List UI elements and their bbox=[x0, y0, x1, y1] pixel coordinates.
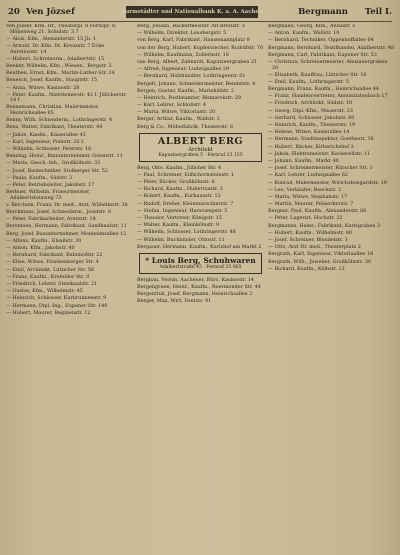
directory-entry: — Bernhard, Holzhändler, Lothringerstr. 61 bbox=[137, 73, 246, 80]
directory-entry: Bergrath, Karl, Ingenieur, Viktoriaallee 18 bbox=[268, 251, 374, 258]
directory-entry: — Anton, Kfm., Jakobstr. 40 bbox=[6, 245, 75, 252]
directory-entry: — Leo, Verkäufer, Beeckstr. 2 bbox=[268, 186, 342, 193]
directory-entry: Berbuer, Wilhelm, Friseurmeister, Adalbertsteinweg 73 bbox=[6, 189, 91, 201]
directory-entry: Bennemann, Christian, Malermeister, Heinrichsallee 65 bbox=[6, 104, 100, 117]
directory-entry: — Peter, Lagerist, Hochstr. 22 bbox=[268, 215, 343, 222]
directory-entry: — Rudolf, Dreher, Kleinmarschierstr. 7 bbox=[137, 200, 234, 207]
page-header bbox=[8, 4, 392, 20]
directory-entry: Bergengruen, Heinr., Kaufm., Roermonder Str. 44 bbox=[137, 283, 261, 290]
directory-entry: — Peter, Betriebsleiter, Jakobstr. 17 bbox=[6, 181, 95, 188]
directory-entry: Bergner, Paul, Kaufm., Alexanderstr. 66 bbox=[268, 208, 367, 215]
directory-entry: Bergbau, Verein, Aachener, Büro, Kasinostr. 14 bbox=[137, 276, 254, 283]
ad-line: Adalbertstraße 45 · Fernruf 25 065 bbox=[159, 265, 242, 271]
directory-entry: Benz, Walter, Fabrikant, Theaterstr. 44 bbox=[6, 124, 103, 131]
directory-entry: Berg & Co., Möbelfabrik, Theaterstr. 8 bbox=[137, 123, 233, 130]
directory-entry: van Berg, Albert, Zahnarzt, Kapuzinergraben 21 bbox=[137, 58, 258, 65]
directory-entry: Berckmans, Josef, Schneiderm., Josefstr. 8 bbox=[6, 209, 112, 216]
directory-entry: Berg, Josef, Bauunternehmer, Monheimsallee 12 bbox=[6, 230, 127, 237]
directory-entry: — Paula, Kaufm., Südstr. 3 bbox=[6, 174, 73, 181]
directory-entry: — Anna, Witwe, Kasinostr. 28 bbox=[6, 84, 80, 91]
directory-entry: — Bernhard, Fabrikant, Bahnhofstr. 22 bbox=[6, 252, 103, 259]
directory-entry: Berger, Arthur, Kaufm., Wallstr. 3 bbox=[137, 116, 220, 123]
directory-entry: — Richard, Kaufm., Hubertusstr. 3 bbox=[137, 186, 223, 193]
directory-entry: — Josef, Schreiner, Blondelstr. 1 bbox=[268, 237, 348, 244]
directory-entry: — Alois, Kfm., Alexanderstr. 15 Jb. 1 bbox=[6, 35, 97, 42]
ad-subtitle: Architekt bbox=[188, 147, 213, 154]
directory-entry: — Hubert, Kaufm., Wilhelmstr. 80 bbox=[268, 229, 353, 236]
directory-entry: — Heinrich, Schlosser, Kurbrunnenstr. 9 bbox=[6, 295, 107, 302]
directory-entry: — Hubert, Maurer, Beginenstr. 12 bbox=[6, 309, 91, 316]
directory-entry: — Josef, Schreinermeister, Rütscher Str. 1 bbox=[268, 165, 373, 172]
directory-entry: — Walter, Kaufm., Kleinkölnstr. 9 bbox=[137, 222, 220, 229]
directory-entry: v. Berchem, Franz, Dr. med., Arzt, Wilhelmstr. 38 bbox=[6, 201, 128, 208]
header-rule bbox=[8, 21, 392, 22]
directory-entry: — Peter, Bäcker, Großkölnstr. 6 bbox=[137, 179, 215, 185]
left-running-head: Ven Jözsef bbox=[26, 7, 75, 17]
directory-entry: — Johann, Kaufm., Markt 40 bbox=[268, 157, 339, 164]
directory-entry: — Wilhelm, Schlosser, Lothringerstr. 48 bbox=[137, 229, 236, 236]
directory-entry: Benny, Wilh. Schneiderm., Lothringerstr. 4 bbox=[6, 117, 113, 124]
directory-entry: Bergen, Gustav, Kaufm., Mariahilfstr. 2 bbox=[137, 87, 235, 94]
directory-entry: Berger, Max, Wirt, Pontstr. 91 bbox=[137, 298, 212, 305]
directory-entry: — Anton, Kaufm., Wallstr. 10 bbox=[268, 30, 340, 37]
directory-entry: — Gustav, Kfm., Wilhelmstr. 45 bbox=[6, 288, 83, 295]
directory-entry: — Arnold, Dr. Kfm. Dt. Kreuzstr. 7 Ecke Aureliusstr. 14 bbox=[6, 42, 105, 55]
directory-entry: Bergauer, Hermann, Kaufm., Karlshof am Markt 2 bbox=[137, 243, 262, 250]
directory-columns bbox=[6, 24, 396, 550]
directory-entry: — Franz, Handelsvertreter, Annuntiatenbach 17 bbox=[268, 93, 388, 100]
directory-entry: — Hubert, Schreinerm., Adalbertstr. 15 bbox=[6, 55, 105, 62]
directory-entry: Bergelt, Johann, Schneidermeister, Bendelstr. 4 bbox=[137, 80, 256, 87]
directory-entry: — Karl, Ingenieur, Pontstr. 26 I. bbox=[6, 138, 85, 145]
directory-entry: Berg, Johann, Bäckermeister, Alt-Breitstr. 3 bbox=[137, 24, 245, 29]
directory-entry: von der Berg, Hubert, Kupferstecher, Rudolfstr. 70 bbox=[137, 44, 264, 51]
directory-column-2 bbox=[137, 24, 264, 550]
page-number: 20 bbox=[8, 7, 20, 17]
directory-entry: — Karl, Lehrer, Schloßstr. 4 bbox=[137, 102, 206, 109]
right-running-head: Bergmann bbox=[298, 7, 348, 17]
directory-entry: — Elise, Witwe, Frankenberger Str. 4 bbox=[6, 259, 99, 266]
ad-title: ALBERT BERG bbox=[157, 136, 244, 148]
directory-entry: Bergmann, Franz, Kaufm., Heinrichsallee 44 bbox=[268, 86, 380, 93]
directory-entry: — Theodor, Vertreter, Königstr. 15 bbox=[137, 214, 222, 221]
directory-entry: Bergenthal, Josef, Bergmann, Heinrichsallee 2 bbox=[137, 291, 253, 298]
directory-entry: — Maria, Witwe, Stephanstr. 17 bbox=[268, 193, 348, 200]
directory-entry: — Konrad, Malermeister, Wirichsbongardstr. 19 bbox=[268, 179, 387, 186]
directory-entry: Bergmann, Bernhard, Textilhandel, Adalbertstr. 48 bbox=[268, 44, 395, 51]
directory-entry: — Maria, Witwe, Viktoriastr. 20 bbox=[137, 109, 216, 116]
page-ref: Teil I. bbox=[364, 7, 392, 17]
bank-banner: Darmstädter und Nationalbank K. a. A. Aachen bbox=[126, 6, 258, 18]
directory-entry: — Wilhelm, Schlosser, Peterstr. 16 bbox=[6, 146, 92, 152]
directory-entry: — Hubert, Bäcker, Kirberichshof 3 bbox=[268, 143, 354, 150]
directory-entry: — Heinrich, Postbeamter, Bismarckstr. 29 bbox=[137, 94, 241, 101]
directory-entry: — Otto, Arzt Dr. med., Theaterplatz 2 bbox=[268, 244, 361, 251]
directory-entry: Bergrath, Wilh., Juwelier, Großkölnstr. 30 bbox=[268, 258, 372, 265]
advertisement-louis-berg bbox=[139, 253, 262, 273]
directory-entry: — Wilhelm, Direktor, Lousbergstr. 5 bbox=[137, 30, 227, 37]
directory-entry: — Gerhard, Schlosser, Jakobstr. 60 bbox=[268, 114, 355, 121]
directory-entry: — Stefan, Ingenieur, Harscampstr. 5 bbox=[137, 207, 228, 214]
directory-entry: — Hermann, Dipl.-Ing., Eupener Str. 140 bbox=[6, 302, 108, 309]
directory-entry: — Jakob, Kaufm., Kaiserallee 43 bbox=[6, 131, 86, 138]
directory-entry: — Helene, Witwe, Kaiserallee 14 bbox=[268, 129, 350, 136]
directory-entry: Bergmann, Georg, Kfm., Annastr. 5 bbox=[268, 24, 356, 29]
directory-entry: — Elisabeth, Kauffrau, Lütticher Str. 18 bbox=[268, 71, 367, 78]
directory-entry: — Georg, Dipl.-Kfm., Mauerstr. 23 bbox=[268, 107, 353, 114]
directory-entry: Benesch, Josef, Kaufm., Hauptstr. 15 bbox=[6, 77, 97, 84]
directory-entry: — Paul, Schreiner, Eilfschornsteinstr. 1 bbox=[137, 171, 235, 178]
directory-entry: — Robert, Kaufm., Kurhausstr. 12 bbox=[137, 193, 221, 200]
directory-entry: Bergmann, Carl, Fabrikant, Eupener Str. 53 bbox=[268, 51, 377, 58]
directory-entry: — Wilhelm, Kaufmann, Zollernstr. 18 bbox=[137, 51, 229, 58]
directory-entry: — Josef, Bautechniker, Stolberger Str. 52 bbox=[6, 167, 108, 174]
directory-entry: — Christian, Schreinermeister, Alexianergraben 20 bbox=[268, 58, 388, 71]
directory-entry: Ven Jözsef, Kfm. Dr., Theaterpl. 8 Fernspr. 8, Höhenweg 21. Schulstr. 3 7 bbox=[6, 24, 117, 35]
directory-entry: von Berg, Karl, Fabrikant, Hansemannplatz 9 bbox=[137, 37, 250, 44]
directory-entry: Beuthen, Ernst, Kfm., Martin-Luther-Str. 14 bbox=[6, 70, 115, 77]
directory-entry: — Emil, Architekt, Lütticher Str. 56 bbox=[6, 266, 95, 273]
directory-entry: — Friedrich, Lehrer, Steinkaulstr. 21 bbox=[6, 280, 98, 287]
directory-entry: — Franz, Kaufm., Krefelder Str. 8 bbox=[6, 273, 90, 280]
ad-title: * Louis Berg, Schuhwaren bbox=[145, 256, 256, 266]
directory-entry: — Alfons, Kaufm., Elsaßstr. 30 bbox=[6, 237, 82, 244]
directory-entry: Berentsen, Hermann, Fabrikant, Sandkaulstr. 11 bbox=[6, 223, 127, 230]
directory-entry: — Wilhelm, Buchbinder, Ottostr. 11 bbox=[137, 236, 225, 243]
directory-entry: — Richard, Kaufm., Kölnstr. 12 bbox=[268, 265, 345, 272]
directory-entry: — Heinrich, Kaufm., Theaterstr. 19 bbox=[268, 122, 356, 129]
directory-entry: — Jakob, Elektromeister, Kockerellstr. 11 bbox=[268, 150, 371, 157]
directory-entry: — Bernhard, Techniker, Oppenhoffallee 64 bbox=[268, 37, 374, 44]
directory-entry: Bergmanns, Heinr., Fabrikant, Karlsgraben 3 bbox=[268, 222, 381, 229]
directory-entry: — Friedrich, Architekt, Südstr. 10 bbox=[268, 100, 353, 107]
directory-column-3 bbox=[268, 24, 395, 550]
ad-line: Kapuzinergraben 5 · Fernruf 23 155 bbox=[158, 153, 243, 159]
directory-entry: — Emil, Kaufm., Lothringerstr. 5 bbox=[268, 78, 349, 85]
directory-entry: — Peter, Fabrikarbeiter, Aretzstr. 18 bbox=[6, 216, 96, 223]
directory-entry: — Peter, Kaufm., Niersteinerstr. 42 I. Jülicherstr. 14 f bbox=[6, 91, 127, 104]
directory-entry: — Karl, Lehrer, Ludwigsallee 62 bbox=[268, 172, 348, 179]
advertisement-albert-berg bbox=[139, 133, 262, 161]
directory-column-1 bbox=[6, 24, 133, 550]
directory-entry: — Hermann, Stadtinspektor, Goethestr. 30 bbox=[268, 136, 374, 143]
directory-entry: — Maria, Gesch.-Inh., Großkölnstr. 33 bbox=[6, 160, 101, 167]
directory-entry: Benzing, Heinr., Bauunternehmer, Gotenstr. 11 bbox=[6, 153, 123, 160]
directory-entry: — Martin, Maurer, Peliserkerstr. 7 bbox=[268, 201, 354, 208]
directory-entry: Berg, Otto, Kaufm., Jülicher Str. 4 bbox=[137, 164, 222, 171]
directory-entry: — Alfred, Ingenieur, Ludwigsallee 29 bbox=[137, 66, 230, 73]
directory-entry: Benker, Wilhelm, Kfm., Wiesen., Bergstr. 3 bbox=[6, 62, 112, 69]
